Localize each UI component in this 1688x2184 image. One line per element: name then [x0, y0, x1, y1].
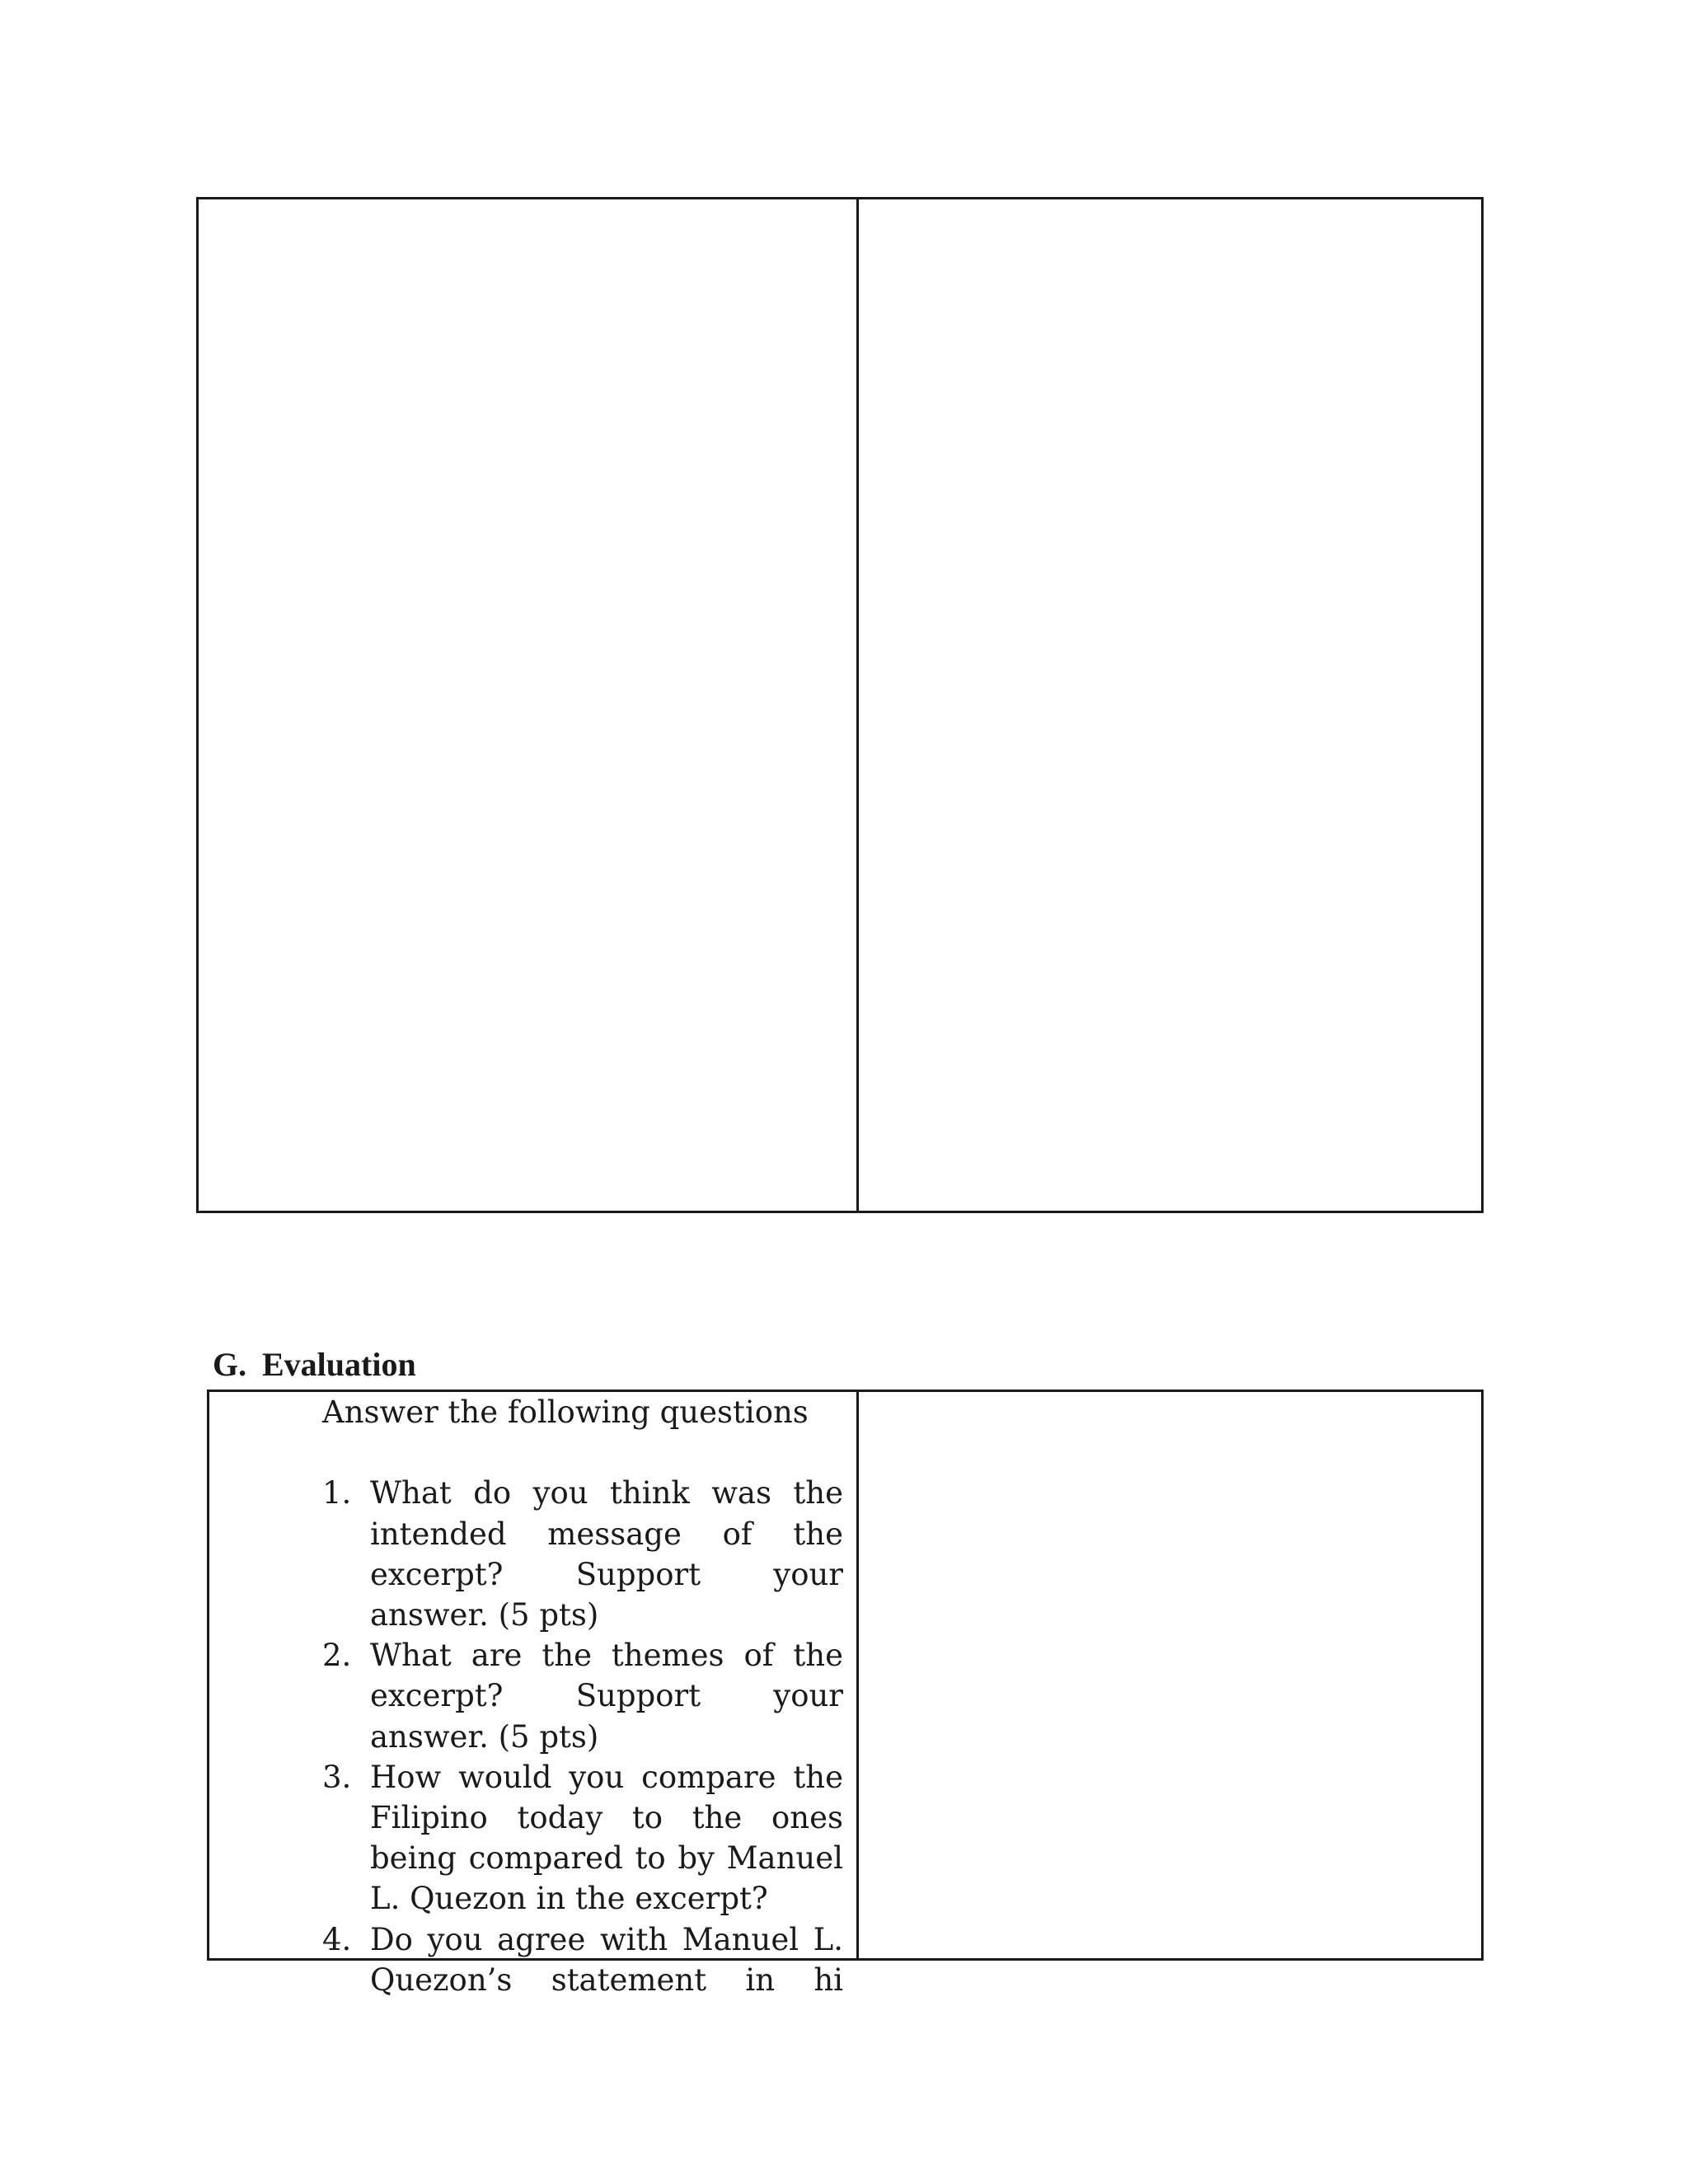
question-text: How would you compare the Filipino today to the ones being compared to by Manuel L. Quezon in the excerpt?	[370, 1759, 843, 1917]
evaluation-instructions: Answer the following questions	[322, 1394, 809, 1430]
question-item	[322, 1919, 843, 2041]
question-text: What are the themes of the excerpt? Support your answer. (5 pts)	[370, 1638, 843, 1755]
instructions-spacer	[322, 1432, 843, 1473]
question-list	[322, 1473, 843, 2041]
question-text: Do you agree with Manuel L. Quezon’s statement in hi	[370, 1921, 843, 1998]
question-text: What do you think was the intended message of the excerpt? Support your answer. (5 pts)	[370, 1475, 843, 1633]
question-number: 4.	[322, 1921, 352, 1957]
question-number: 2.	[322, 1638, 352, 1674]
question-item	[322, 1635, 843, 1757]
top-answer-table	[196, 197, 1484, 1213]
evaluation-questions-cell	[322, 1392, 843, 1998]
top-table-column-divider	[856, 197, 859, 1213]
section-heading	[213, 1345, 416, 1385]
evaluation-table-column-divider	[856, 1390, 859, 1961]
question-number: 1.	[322, 1475, 352, 1511]
question-item	[322, 1473, 843, 1635]
question-number: 3.	[322, 1759, 352, 1795]
section-title: Evaluation	[262, 1346, 416, 1383]
question-item	[322, 1757, 843, 1919]
section-letter: G.	[213, 1346, 247, 1383]
